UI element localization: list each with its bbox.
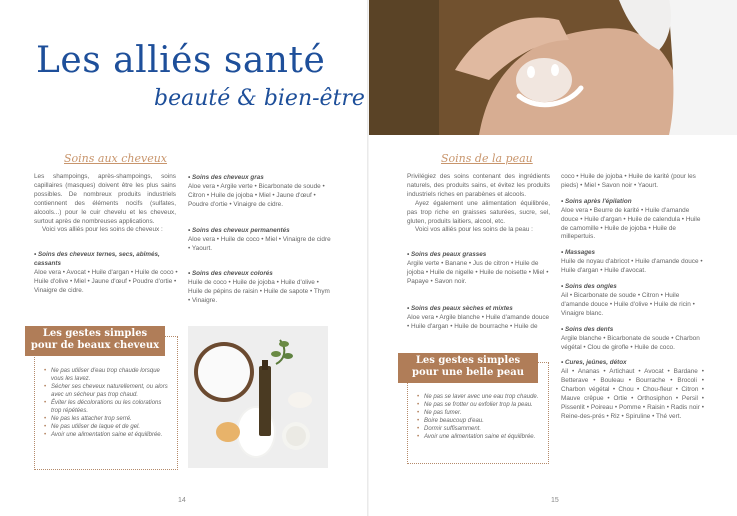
- section-title: • Soins des ongles: [561, 283, 617, 291]
- list-item: • Sécher ses cheveux naturellement, ou alors avec un sécheur pas trop chaud.: [43, 383, 171, 399]
- section-title: • Soins des cheveux permanentés: [188, 227, 290, 234]
- section-text: Argile blanche • Bicarbonate de soude • Charbon végétal • Clou de girofle • Huile de coco.: [561, 334, 700, 351]
- hair-intro: [34, 173, 176, 235]
- list-item: • Dormir suffisamment.: [416, 425, 542, 433]
- section-text: Huile de coco • Huile de jojoba • Huile d'olive • Huile de pépins de raisin • Huile de sapote • Thym • Vinaigre.: [188, 278, 330, 304]
- skin-section-oily: [407, 251, 550, 287]
- skin-intro-allies: Voici vos alliés pour les soins de la peau :: [415, 226, 533, 234]
- coconut-oil-photo: [188, 326, 328, 468]
- section-title: • Cures, jeûnes, détox: [561, 359, 627, 367]
- section-text: Huile de noyau d'abricot • Huile d'amande douce • Huile d'argan • Huile d'avocat.: [561, 258, 703, 275]
- section-title: • Soins des cheveux colorés: [188, 270, 273, 277]
- skin-intro-diet: Ayez également une alimentation équilibrée, pas trop riche en graisses saturées, sucre, sel, gluten, produits laitiers, alcool, etc.: [407, 199, 550, 225]
- list-item: • Ne pas se laver avec une eau trop chaude.: [416, 393, 542, 401]
- coconut-oil-illustration: [188, 326, 328, 468]
- hair-tips-heading: [25, 326, 165, 356]
- page-subtitle: beauté & bien-être: [154, 86, 365, 111]
- list-item: • Ne pas utiliser d'eau trop chaude lorsque vous les lavez.: [43, 367, 171, 383]
- skin-intro-text: Privilégiez des soins contenant des ingrédients naturels, des produits sains, et évitez les produits industriels riches en parabènes et alcools.: [407, 173, 550, 198]
- skin-section-dry: [407, 305, 550, 332]
- section-text: Aloe vera • Avocat • Huile d'argan • Huile de coco • Huile d'olive • Miel • Jaune d'œuf • Poudre d'ortie • Vinaigre de cidre.: [34, 268, 178, 294]
- list-item: • Boire beaucoup d'eau.: [416, 417, 542, 425]
- section-text: Aloe vera • Beurre de karité • Huile d'amande douce • Huile d'argan • Huile de calendula • Huile de camomille • Huile de jojoba • Huile de millepertuis.: [561, 206, 701, 241]
- skin-tips-heading-line2: pour une belle peau: [412, 367, 524, 378]
- list-item: • Éviter les décolorations ou les colorations trop répétées.: [43, 399, 171, 415]
- hair-section-permed: [188, 227, 332, 254]
- section-title: • Soins des peaux sèches et mixtes: [407, 305, 513, 312]
- hair-section-dry: [34, 251, 178, 296]
- section-text: Aloe vera • Huile de coco • Miel • Vinaigre de cidre • Yaourt.: [188, 235, 331, 252]
- section-title: • Soins des peaux grasses: [407, 251, 487, 258]
- section-title: • Soins après l'épilation: [561, 197, 632, 205]
- list-item: • Ne pas les attacher trop serré.: [43, 415, 171, 423]
- page-title: Les alliés santé: [36, 40, 326, 81]
- skin-intro: [407, 173, 550, 235]
- shoulder-smiley-photo: [369, 0, 737, 135]
- list-item: • Avoir une alimentation saine et équilibrée.: [416, 433, 542, 441]
- hair-section-oily: [188, 174, 332, 210]
- hair-intro-allies: Voici vos alliés pour les soins de cheveux :: [42, 226, 163, 234]
- skin-tips-heading-line1: Les gestes simples: [415, 355, 521, 366]
- skin-tips-heading: [398, 353, 538, 383]
- page-number-left: 14: [178, 497, 186, 504]
- hair-intro-text: Les shampoings, après-shampoings, soins capillaires (masques) doivent être les plus sains possibles. De nombreux produits industriels contiennent des éléments nocifs (sulfates, alcools...) pour le cuir chevelu et les cheveux, surtout après de nombreuses applications.: [34, 173, 176, 225]
- hair-tips-heading-line1: Les gestes simples: [42, 328, 148, 339]
- section-text: Ail • Ananas • Artichaut • Avocat • Bardane • Betterave • Bouleau • Bourrache • Brocoli • Charbon végétal • Chou • Chou-fleur • Citron • Mauve crêpue • Ortie • Orthosiphon • Persil • Pissenlit • Poireau • Pomme • Raisin • Radis noir • Reine-des-prés • Riz • Spiruline • Thé vert.: [561, 368, 704, 420]
- skin-col2-top: coco • Huile de jojoba • Huile de karité (pour les pieds) • Miel • Savon noir • Yaourt.: [561, 173, 696, 189]
- skin-care-heading: Soins de la peau: [441, 152, 533, 165]
- list-item: • Ne pas se frotter ou exfolier trop la peau.: [416, 401, 542, 409]
- section-text: Ail • Bicarbonate de soude • Citron • Huile d'amande douce • Huile d'olive • Huile de ricin • Vinaigre blanc.: [561, 291, 695, 317]
- hair-tips-box: [34, 336, 178, 470]
- hair-tips-heading-line2: pour de beaux cheveux: [30, 340, 160, 351]
- hair-section-colored: [188, 270, 332, 306]
- hair-tips-list: [43, 367, 171, 439]
- list-item: • Ne pas utiliser de laque et de gel.: [43, 423, 171, 431]
- section-title: • Soins des dents: [561, 325, 614, 333]
- skin-col2: [561, 173, 704, 422]
- section-text: Argile verte • Banane • Jus de citron • Huile de jojoba • Huile de nigelle • Huile de noisette • Miel • Papaye • Savon noir.: [407, 259, 549, 285]
- list-item: • Avoir une alimentation saine et équilibrée.: [43, 431, 171, 439]
- section-text: Aloe vera • Argile blanche • Huile d'amande douce • Huile d'argan • Huile de bourrache • Huile de: [407, 313, 550, 330]
- section-title: • Massages: [561, 249, 596, 257]
- section-title: • Soins des cheveux gras: [188, 174, 264, 181]
- page-number-right: 15: [551, 497, 559, 504]
- section-title: • Soins des cheveux ternes, secs, abîmés, cassants: [34, 251, 160, 267]
- hair-care-heading: Soins aux cheveux: [64, 152, 168, 165]
- section-text: Aloe vera • Argile verte • Bicarbonate de soude • Citron • Huile de jojoba • Miel • Jaune d'œuf • Poudre d'ortie • Vinaigre de cidre.: [188, 182, 325, 208]
- list-item: • Ne pas fumer.: [416, 409, 542, 417]
- shoulder-illustration: [369, 0, 737, 135]
- skin-tips-list: [416, 393, 542, 441]
